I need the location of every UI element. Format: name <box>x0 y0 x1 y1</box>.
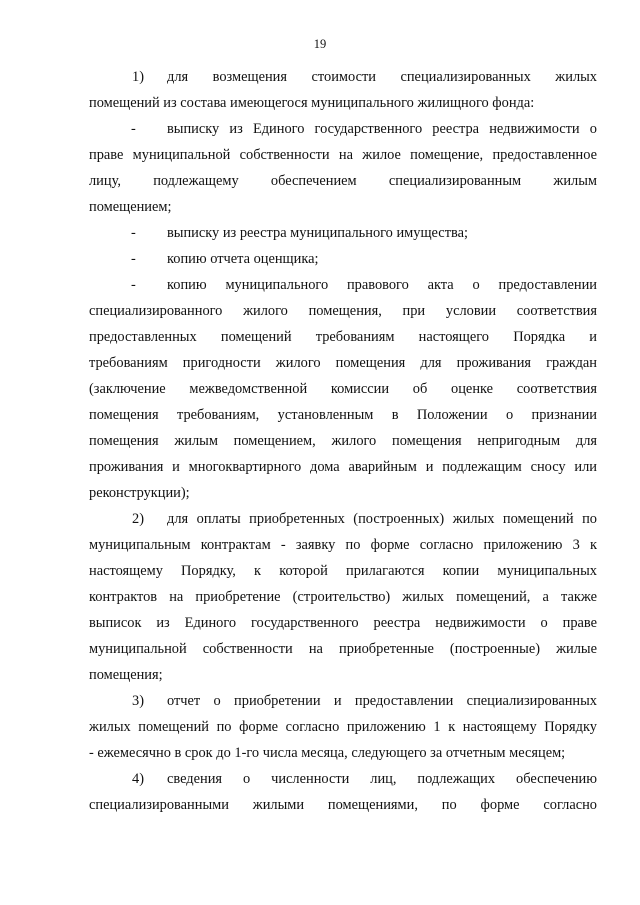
list-marker: 4) <box>132 771 144 787</box>
list-item-2 <box>89 506 597 532</box>
paragraph-line: копию отчета оценщика; <box>167 251 319 267</box>
paragraph-line: отчет о приобретении и предоставлении специализированных <box>167 693 597 709</box>
document-body <box>89 64 597 818</box>
paragraph-line: выписку из Единого государственного реестра недвижимости о <box>167 121 597 137</box>
list-item-1 <box>89 64 597 90</box>
dash-item <box>89 220 597 246</box>
paragraph-line: помещения; <box>89 667 163 683</box>
paragraph-line: жилых помещений по форме согласно приложению 1 к настоящему Порядку <box>89 719 597 735</box>
paragraph-line: праве муниципальной собственности на жилое помещение, предоставленное <box>89 147 597 163</box>
list-marker: 2) <box>132 511 144 527</box>
list-item-3 <box>89 688 597 714</box>
paragraph-line: предоставленных помещений требованиям настоящего Порядка и <box>89 329 597 345</box>
paragraph-line: специализированного жилого помещения, при условии соответствия <box>89 303 597 319</box>
paragraph-line: для оплаты приобретенных (построенных) жилых помещений по <box>167 511 597 527</box>
paragraph-line: помещения требованиям, установленным в Положении о признании <box>89 407 597 423</box>
dash-marker: - <box>131 121 136 137</box>
paragraph-line: лицу, подлежащему обеспечением специализированным жилым <box>89 173 597 189</box>
paragraph-line: проживания и многоквартирного дома аварийным и подлежащим сносу или <box>89 459 597 475</box>
paragraph-line: муниципальным контрактам - заявку по форме согласно приложению 3 к <box>89 537 597 553</box>
list-marker: 3) <box>132 693 144 709</box>
paragraph-line: реконструкции); <box>89 485 190 501</box>
paragraph-line: специализированными жилыми помещениями, по форме согласно <box>89 797 597 813</box>
paragraph-line: копию муниципального правового акта о предоставлении <box>167 277 597 293</box>
dash-item <box>89 116 597 142</box>
dash-item <box>89 272 597 298</box>
paragraph-line: выписку из реестра муниципального имущества; <box>167 225 468 241</box>
paragraph-line: настоящему Порядку, к которой прилагаются копии муниципальных <box>89 563 597 579</box>
paragraph-line: для возмещения стоимости специализированных жилых <box>167 69 597 85</box>
paragraph-line: контрактов на приобретение (строительство) жилых помещений, а также <box>89 589 597 605</box>
dash-marker: - <box>131 225 136 241</box>
paragraph-line: помещения жилым помещением, жилого помещения непригодным для <box>89 433 597 449</box>
paragraph-line: выписок из Единого государственного реестра недвижимости о праве <box>89 615 597 631</box>
paragraph-line: помещением; <box>89 199 172 215</box>
paragraph-line: - ежемесячно в срок до 1-го числа месяца, следующего за отчетным месяцем; <box>89 745 566 761</box>
paragraph-line: помещений из состава имеющегося муниципального жилищного фонда: <box>89 95 535 111</box>
paragraph-line: муниципальной собственности на приобретенные (построенные) жилые <box>89 641 597 657</box>
dash-marker: - <box>131 251 136 267</box>
paragraph-line: (заключение межведомственной комиссии об оценке соответствия <box>89 381 597 397</box>
list-marker: 1) <box>132 69 144 85</box>
paragraph-line: требованиям пригодности жилого помещения для проживания граждан <box>89 355 597 371</box>
paragraph-line: сведения о численности лиц, подлежащих обеспечению <box>167 771 597 787</box>
dash-marker: - <box>131 277 136 293</box>
page-number: 19 <box>313 37 327 51</box>
dash-item <box>89 246 597 272</box>
list-item-4 <box>89 766 597 792</box>
